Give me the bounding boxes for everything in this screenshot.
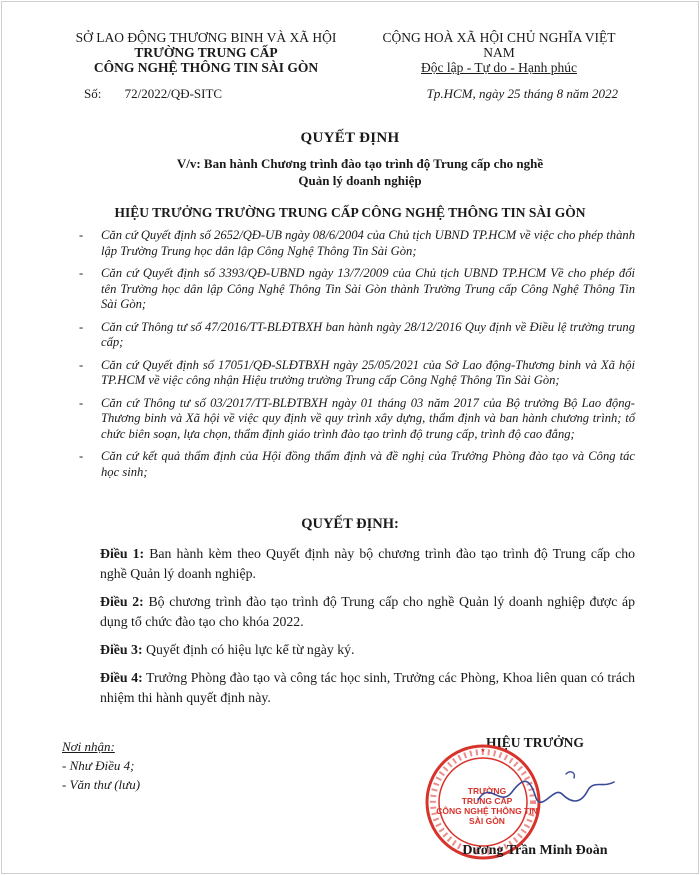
legal-basis-item: - Căn cứ Thông tư số 47/2016/TT-BLĐTBXH ban hành ngày 28/12/2016 Quy định về Điều lệ trường trung cấp; [75, 320, 635, 351]
handwritten-signature [470, 768, 620, 818]
legal-basis-item: - Căn cứ Quyết định số 3393/QĐ-UBND ngày 13/7/2009 của Chủ tịch UBND TP.HCM Về cho phép đổi tên Trường học dân lập Công Nghệ Thông Tin Sài Gòn thành Trường Trung cấp Công Nghệ Thông Tin Sài Gòn; [75, 266, 635, 313]
article-2 [100, 592, 635, 632]
issuer-school-line1: TRƯỜNG TRUNG CẤP [134, 45, 278, 60]
signer-title: HIỆU TRƯỞNG [486, 735, 584, 750]
document-header [0, 30, 700, 75]
article-text: Trưởng Phòng đào tạo và công tác học sinh, Trưởng các Phòng, Khoa liên quan có trách nhiệm thi hành quyết định này. [100, 670, 635, 705]
document-title: QUYẾT ĐỊNH [300, 130, 400, 146]
document-subject [170, 155, 550, 189]
legal-basis-item: - Căn cứ Thông tư số 03/2017/TT-BLĐTBXH ngày 01 tháng 03 năm 2017 của Bộ trưởng Bộ Lao động-Thương binh và Xã hội về việc quy định về quy trình xây dựng, thẩm định và ban hành chương trình; tổ chức biên soạn, lựa chọn, thẩm định giáo trình đào tạo trình độ trung cấp, trình độ cao đẳng; [75, 396, 635, 443]
seal-line: TRƯỜNG [467, 786, 507, 796]
article-text: Quyết định có hiệu lực kể từ ngày ký. [146, 642, 355, 657]
issuer-block [70, 30, 342, 75]
legal-bases-list [75, 228, 635, 487]
article-text: Bộ chương trình đào tạo trình độ Trung cấp cho nghề Quản lý doanh nghiệp được áp dụng tổ chức đào tạo cho khóa 2022. [100, 594, 636, 629]
issuer-school-line2: CÔNG NGHỆ THÔNG TIN SÀI GÒN [93, 60, 319, 75]
document-number-value: 72/2022/QĐ-SITC [124, 86, 223, 101]
recipient-item: - Văn thư (lưu) [62, 777, 141, 792]
subject-line-1: V/v: Ban hành Chương trình đào tạo trình độ Trung cấp cho nghề [176, 156, 544, 171]
reference-line [68, 86, 628, 104]
articles-section [100, 544, 635, 716]
subject-line-2: Quản lý doanh nghiệp [298, 173, 422, 188]
issuing-authority: HIỆU TRƯỞNG TRƯỜNG TRUNG CẤP CÔNG NGHỆ THÔNG TIN SÀI GÒN [114, 205, 586, 220]
place-date: Tp.HCM, ngày 25 tháng 8 năm 2022 [426, 86, 618, 101]
national-block [366, 30, 632, 75]
article-label: Điều 1: [100, 546, 145, 561]
article-4 [100, 668, 635, 708]
recipients-block [62, 737, 140, 794]
article-3 [100, 640, 635, 660]
signature-flourish [566, 772, 574, 778]
article-label: Điều 4: [100, 670, 143, 685]
national-title: CỘNG HOÀ XÃ HỘI CHỦ NGHĨA VIỆT NAM [382, 30, 616, 60]
article-1 [100, 544, 635, 584]
legal-basis-item: - Căn cứ kết quả thẩm định của Hội đồng thẩm định và đề nghị của Trưởng Phòng đào tạo và Công tác học sinh; [75, 449, 635, 480]
article-label: Điều 2: [100, 594, 144, 609]
document-number-label: Số: [84, 86, 102, 101]
decision-heading: QUYẾT ĐỊNH: [301, 516, 399, 532]
seal-line: TRUNG CẤP [461, 796, 513, 806]
national-motto: Độc lập - Tự do - Hạnh phúc [421, 60, 577, 75]
article-text: Ban hành kèm theo Quyết định này bộ chương trình đào tạo trình độ Trung cấp cho nghề Quản lý doanh nghiệp. [100, 546, 635, 581]
seal-star: ★ [480, 748, 486, 754]
issuer-ministry: SỞ LAO ĐỘNG THƯƠNG BINH VÀ XÃ HỘI [75, 30, 337, 45]
signature-stroke [478, 781, 614, 802]
signer-name: Dương Trần Minh Đoàn [462, 843, 608, 858]
document-number [84, 86, 222, 102]
legal-basis-item: - Căn cứ Quyết định số 17051/QĐ-SLĐTBXH ngày 25/05/2021 của Sở Lao động-Thương binh và Xã hội TP.HCM về việc công nhận Hiệu trưởng trường Trung cấp Công Nghệ Thông Tin Sài Gòn; [75, 358, 635, 389]
legal-basis-item: - Căn cứ Quyết định số 2652/QĐ-UB ngày 08/6/2004 của Chủ tịch UBND TP.HCM về việc cho phép thành lập Trường Trung học dân lập Công Nghệ Thông Tin Sài Gòn; [75, 228, 635, 259]
article-label: Điều 3: [100, 642, 143, 657]
seal-line: CÔNG NGHỆ THÔNG TIN [436, 806, 538, 816]
recipients-heading: Nơi nhận: [62, 739, 115, 754]
seal-line: SÀI GÒN [469, 816, 505, 826]
recipient-item: - Như Điều 4; [62, 758, 135, 773]
